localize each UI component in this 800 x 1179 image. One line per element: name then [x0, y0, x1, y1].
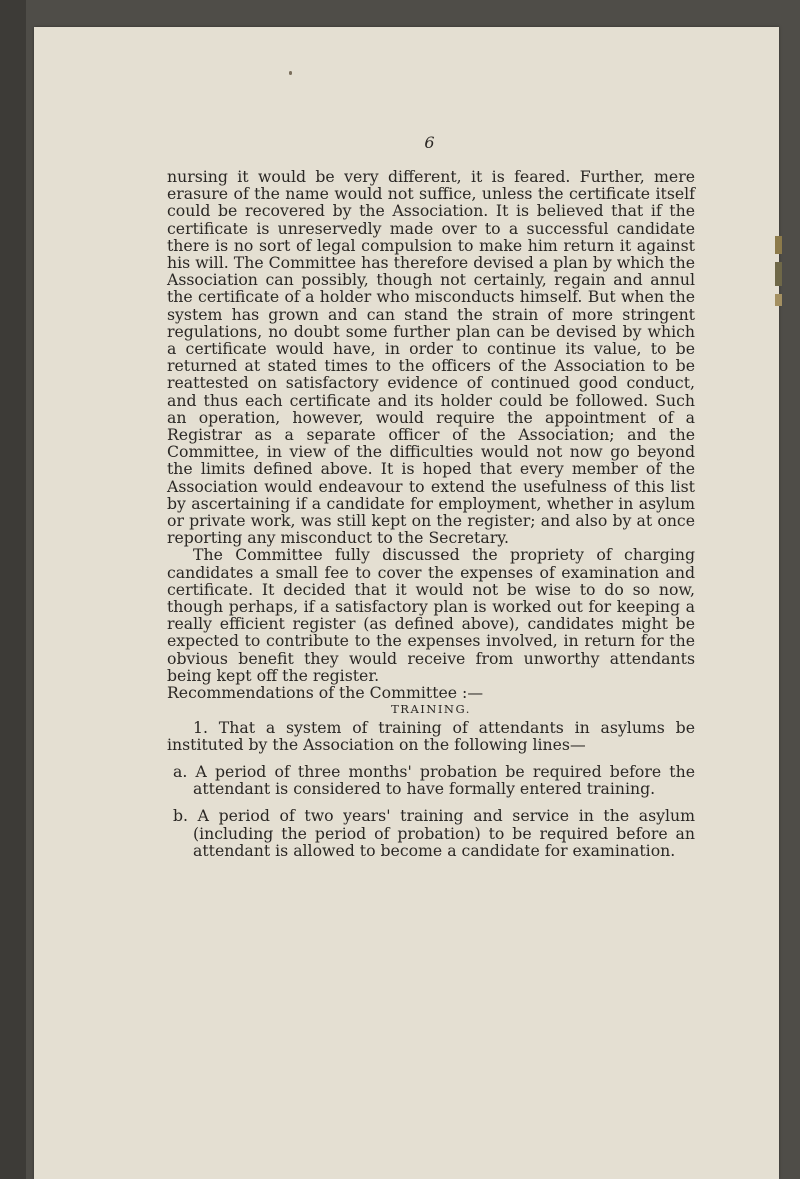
binding-tab	[775, 236, 782, 254]
recommendation-item-b: b. A period of two years' training and service in the asylum (including the period of probation) to be required before an attendant is allowed to become a candidate for examination.	[173, 806, 695, 860]
training-heading: TRAINING.	[391, 702, 471, 717]
paragraph-continuation: nursing it would be very different, it is feared. Further, mere erasure of the name would not suffice, unless the certificate itself could be recovered by the Association. It is believed that if the certificate is unreservedly made over to a successful candidate there is no sort of legal compulsion to make him return it against his will. The Committee has therefore devised a plan by which the Association can possibly, though not certainly, regain and annul the certificate of a holder who misconducts himself. But when the system has grown and can stand the strain of more stringent regulations, no doubt some further plan can be devised by which a certificate would have, in order to continue its value, to be returned at stated times to the officers of the Association to be reattested on satisfactory evidence of continued good conduct, and thus each certificate and its holder could be followed. Such an operation, however, would require the appointment of a Registrar as a separate officer of the Association; and the Committee, in view of the difficulties would not now go beyond the limits defined above. It is hoped that every member of the Association would endeavour to extend the usefulness of this list by ascertaining if a candidate for employment, whether in asylum or private work, was still kept on the register; and also by at once reporting any misconduct to the Secretary.	[167, 167, 695, 548]
binding-tab	[775, 294, 782, 306]
recommendations-heading: Recommendations of the Committee :—	[167, 683, 484, 703]
binding-tabs	[775, 236, 787, 326]
book-page	[34, 27, 779, 1179]
recommendation-item-a: a. A period of three months' probation be required before the attendant is considered to have formally entered training.	[173, 761, 695, 799]
binding-tab	[775, 262, 782, 286]
scan-background-edge	[0, 0, 26, 1179]
paragraph-fee-discussion: The Committee fully discussed the propriety of charging candidates a small fee to cover the expenses of examination and certificate. It decided that it would not be wise to do so now, though perhaps, if a satisfactory plan is worked out for keeping a really efficient register (as defined above), candidates might be expected to contribute to the expenses involved, in return for the obvious benefit they would receive from unworthy attendants being kept off the register.	[167, 545, 695, 685]
page-content	[167, 27, 735, 1179]
body-text	[167, 168, 695, 859]
recommendation-item-1: 1. That a system of training of attendants in asylums be instituted by the Association on the following lines—	[167, 717, 695, 754]
page-number: 6	[424, 133, 435, 152]
